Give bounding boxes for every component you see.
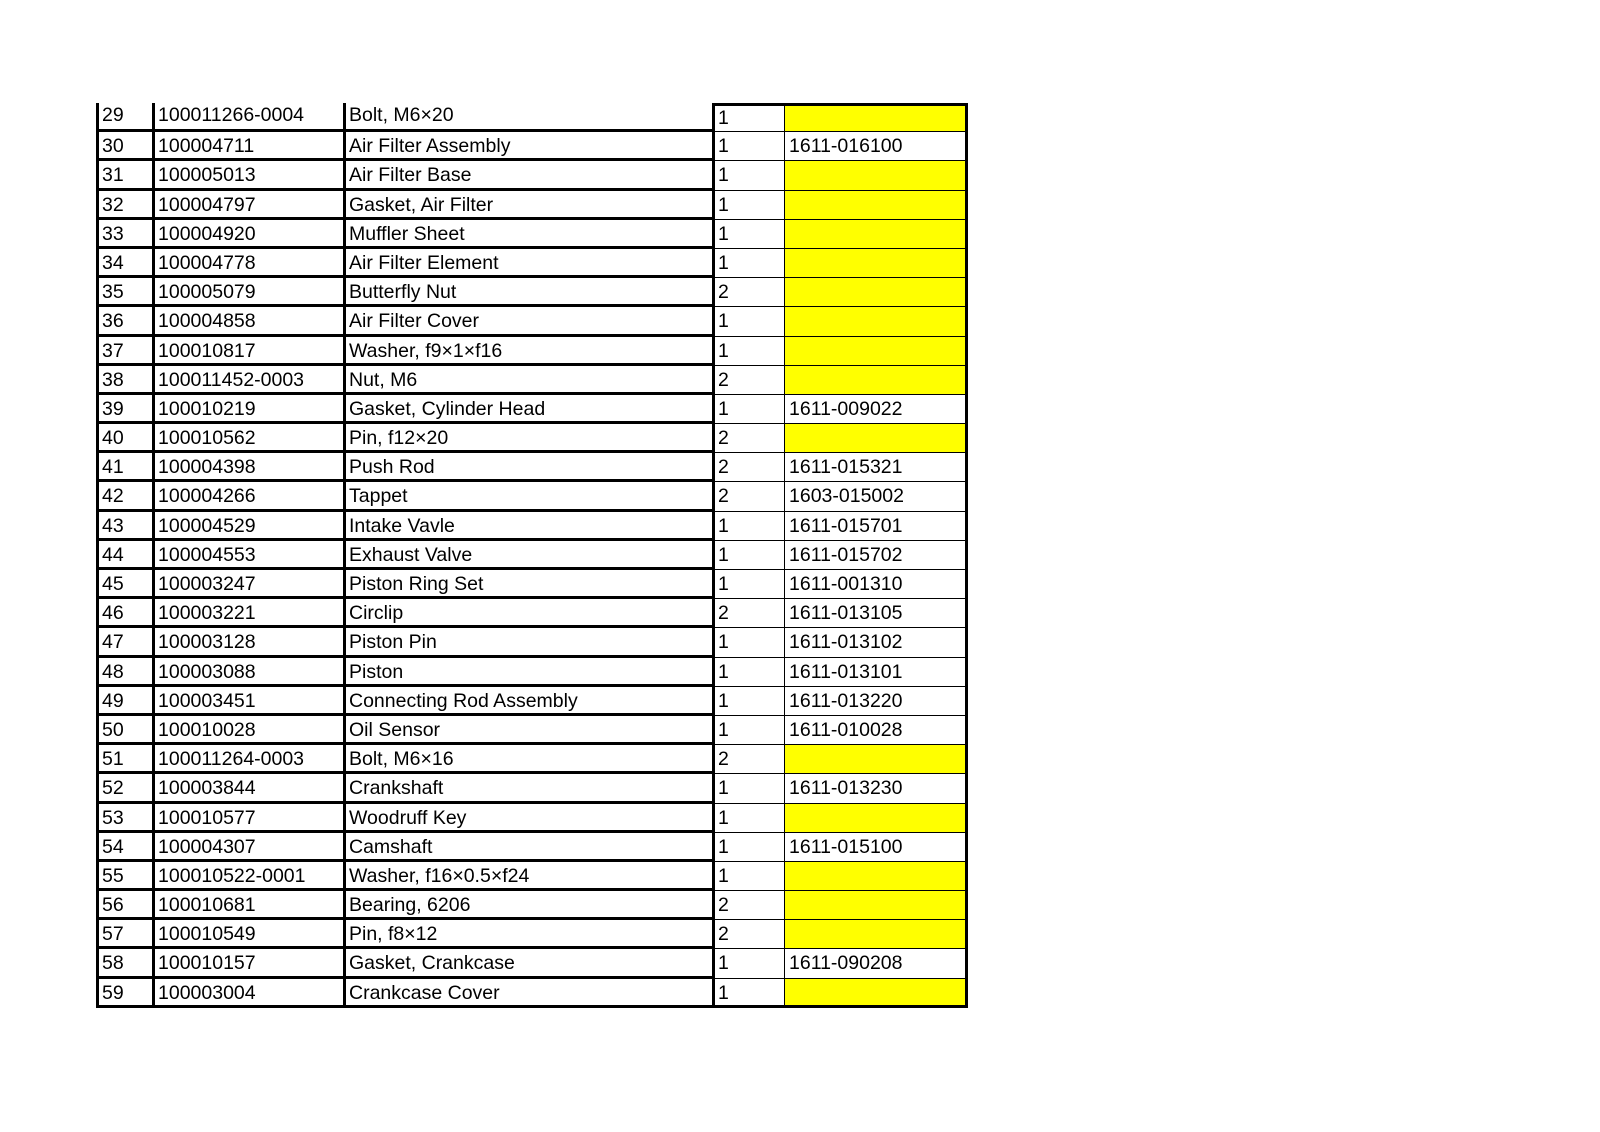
table-row	[96, 132, 968, 161]
part-number-cell: 100010157	[155, 949, 346, 978]
table-row	[96, 249, 968, 278]
alternate-part-cell	[785, 337, 968, 366]
description-cell: Tappet	[346, 482, 715, 511]
description-cell: Bearing, 6206	[346, 891, 715, 920]
table-row	[96, 891, 968, 920]
item-number-cell: 50	[96, 716, 155, 745]
item-number-cell: 55	[96, 862, 155, 891]
table-row	[96, 395, 968, 424]
part-number-cell: 100004920	[155, 220, 346, 249]
description-cell: Connecting Rod Assembly	[346, 687, 715, 716]
table-row	[96, 862, 968, 891]
table-row	[96, 453, 968, 482]
item-number-cell: 33	[96, 220, 155, 249]
quantity-cell: 1	[715, 161, 785, 190]
quantity-cell: 1	[715, 395, 785, 424]
description-cell: Muffler Sheet	[346, 220, 715, 249]
table-row	[96, 804, 968, 833]
quantity-cell: 2	[715, 891, 785, 920]
description-cell: Pin, f12×20	[346, 424, 715, 453]
alternate-part-cell	[785, 249, 968, 278]
quantity-cell: 2	[715, 920, 785, 949]
quantity-cell: 1	[715, 658, 785, 687]
description-cell: Washer, f16×0.5×f24	[346, 862, 715, 891]
item-number-cell: 29	[96, 103, 155, 132]
item-number-cell: 44	[96, 541, 155, 570]
quantity-cell: 1	[715, 628, 785, 657]
alternate-part-cell	[785, 979, 968, 1008]
description-cell: Camshaft	[346, 833, 715, 862]
item-number-cell: 45	[96, 570, 155, 599]
item-number-cell: 57	[96, 920, 155, 949]
table-row	[96, 482, 968, 511]
table-row	[96, 541, 968, 570]
alternate-part-cell: 1611-013220	[785, 687, 968, 716]
quantity-cell: 2	[715, 745, 785, 774]
alternate-part-cell: 1611-013101	[785, 658, 968, 687]
quantity-cell: 1	[715, 307, 785, 336]
table-row	[96, 512, 968, 541]
quantity-cell: 1	[715, 687, 785, 716]
table-row	[96, 220, 968, 249]
table-row	[96, 628, 968, 657]
part-number-cell: 100003844	[155, 774, 346, 803]
item-number-cell: 36	[96, 307, 155, 336]
item-number-cell: 49	[96, 687, 155, 716]
description-cell: Washer, f9×1×f16	[346, 337, 715, 366]
quantity-cell: 2	[715, 599, 785, 628]
alternate-part-cell	[785, 920, 968, 949]
description-cell: Air Filter Cover	[346, 307, 715, 336]
description-cell: Nut, M6	[346, 366, 715, 395]
alternate-part-cell: 1611-009022	[785, 395, 968, 424]
alternate-part-cell	[785, 804, 968, 833]
alternate-part-cell	[785, 862, 968, 891]
quantity-cell: 1	[715, 804, 785, 833]
part-number-cell: 100010549	[155, 920, 346, 949]
table-row	[96, 658, 968, 687]
item-number-cell: 38	[96, 366, 155, 395]
part-number-cell: 100003247	[155, 570, 346, 599]
part-number-cell: 100010577	[155, 804, 346, 833]
table-row	[96, 570, 968, 599]
item-number-cell: 51	[96, 745, 155, 774]
item-number-cell: 37	[96, 337, 155, 366]
part-number-cell: 100005079	[155, 278, 346, 307]
quantity-cell: 1	[715, 103, 785, 132]
table-row	[96, 949, 968, 978]
part-number-cell: 100004778	[155, 249, 346, 278]
alternate-part-cell: 1611-010028	[785, 716, 968, 745]
description-cell: Oil Sensor	[346, 716, 715, 745]
alternate-part-cell: 1611-001310	[785, 570, 968, 599]
description-cell: Bolt, M6×20	[346, 103, 715, 132]
alternate-part-cell: 1611-013102	[785, 628, 968, 657]
alternate-part-cell	[785, 424, 968, 453]
quantity-cell: 2	[715, 278, 785, 307]
description-cell: Push Rod	[346, 453, 715, 482]
part-number-cell: 100004307	[155, 833, 346, 862]
table-row	[96, 833, 968, 862]
description-cell: Gasket, Cylinder Head	[346, 395, 715, 424]
quantity-cell: 2	[715, 453, 785, 482]
alternate-part-cell	[785, 745, 968, 774]
description-cell: Piston	[346, 658, 715, 687]
table-row	[96, 191, 968, 220]
alternate-part-cell	[785, 220, 968, 249]
part-number-cell: 100004529	[155, 512, 346, 541]
part-number-cell: 100003451	[155, 687, 346, 716]
quantity-cell: 2	[715, 482, 785, 511]
table-row	[96, 278, 968, 307]
part-number-cell: 100003128	[155, 628, 346, 657]
description-cell: Air Filter Assembly	[346, 132, 715, 161]
alternate-part-cell	[785, 103, 968, 132]
part-number-cell: 100004858	[155, 307, 346, 336]
part-number-cell: 100003088	[155, 658, 346, 687]
table-row	[96, 103, 968, 132]
part-number-cell: 100010562	[155, 424, 346, 453]
alternate-part-cell	[785, 307, 968, 336]
quantity-cell: 1	[715, 541, 785, 570]
table-row	[96, 745, 968, 774]
quantity-cell: 1	[715, 979, 785, 1008]
quantity-cell: 1	[715, 132, 785, 161]
alternate-part-cell: 1603-015002	[785, 482, 968, 511]
part-number-cell: 100004797	[155, 191, 346, 220]
part-number-cell: 100010817	[155, 337, 346, 366]
alternate-part-cell	[785, 891, 968, 920]
quantity-cell: 1	[715, 774, 785, 803]
quantity-cell: 2	[715, 424, 785, 453]
table-row	[96, 774, 968, 803]
table-row	[96, 307, 968, 336]
item-number-cell: 43	[96, 512, 155, 541]
table-row	[96, 716, 968, 745]
item-number-cell: 52	[96, 774, 155, 803]
table-row	[96, 687, 968, 716]
quantity-cell: 1	[715, 570, 785, 599]
description-cell: Piston Ring Set	[346, 570, 715, 599]
part-number-cell: 100004266	[155, 482, 346, 511]
alternate-part-cell: 1611-013105	[785, 599, 968, 628]
item-number-cell: 48	[96, 658, 155, 687]
alternate-part-cell: 1611-015321	[785, 453, 968, 482]
parts-table	[96, 103, 968, 1008]
part-number-cell: 100004711	[155, 132, 346, 161]
quantity-cell: 2	[715, 366, 785, 395]
table-row	[96, 424, 968, 453]
quantity-cell: 1	[715, 949, 785, 978]
table-row	[96, 366, 968, 395]
quantity-cell: 1	[715, 833, 785, 862]
part-number-cell: 100004398	[155, 453, 346, 482]
description-cell: Gasket, Crankcase	[346, 949, 715, 978]
part-number-cell: 100011264-0003	[155, 745, 346, 774]
quantity-cell: 1	[715, 337, 785, 366]
table-row	[96, 920, 968, 949]
description-cell: Crankshaft	[346, 774, 715, 803]
part-number-cell: 100010028	[155, 716, 346, 745]
item-number-cell: 56	[96, 891, 155, 920]
item-number-cell: 59	[96, 979, 155, 1008]
description-cell: Bolt, M6×16	[346, 745, 715, 774]
quantity-cell: 1	[715, 220, 785, 249]
table-row	[96, 979, 968, 1008]
alternate-part-cell: 1611-016100	[785, 132, 968, 161]
item-number-cell: 30	[96, 132, 155, 161]
item-number-cell: 53	[96, 804, 155, 833]
part-number-cell: 100010219	[155, 395, 346, 424]
quantity-cell: 1	[715, 862, 785, 891]
table-row	[96, 161, 968, 190]
table-row	[96, 599, 968, 628]
item-number-cell: 47	[96, 628, 155, 657]
part-number-cell: 100003221	[155, 599, 346, 628]
description-cell: Gasket, Air Filter	[346, 191, 715, 220]
quantity-cell: 1	[715, 716, 785, 745]
alternate-part-cell	[785, 366, 968, 395]
table-row	[96, 337, 968, 366]
description-cell: Butterfly Nut	[346, 278, 715, 307]
description-cell: Piston Pin	[346, 628, 715, 657]
description-cell: Crankcase Cover	[346, 979, 715, 1008]
item-number-cell: 32	[96, 191, 155, 220]
alternate-part-cell	[785, 278, 968, 307]
description-cell: Air Filter Element	[346, 249, 715, 278]
quantity-cell: 1	[715, 512, 785, 541]
alternate-part-cell: 1611-015702	[785, 541, 968, 570]
part-number-cell: 100004553	[155, 541, 346, 570]
description-cell: Woodruff Key	[346, 804, 715, 833]
item-number-cell: 39	[96, 395, 155, 424]
alternate-part-cell: 1611-013230	[785, 774, 968, 803]
alternate-part-cell: 1611-015100	[785, 833, 968, 862]
part-number-cell: 100003004	[155, 979, 346, 1008]
item-number-cell: 46	[96, 599, 155, 628]
alternate-part-cell	[785, 191, 968, 220]
alternate-part-cell: 1611-090208	[785, 949, 968, 978]
alternate-part-cell	[785, 161, 968, 190]
item-number-cell: 40	[96, 424, 155, 453]
part-number-cell: 100010681	[155, 891, 346, 920]
alternate-part-cell: 1611-015701	[785, 512, 968, 541]
item-number-cell: 42	[96, 482, 155, 511]
item-number-cell: 31	[96, 161, 155, 190]
item-number-cell: 41	[96, 453, 155, 482]
part-number-cell: 100005013	[155, 161, 346, 190]
item-number-cell: 35	[96, 278, 155, 307]
part-number-cell: 100011452-0003	[155, 366, 346, 395]
quantity-cell: 1	[715, 249, 785, 278]
description-cell: Pin, f8×12	[346, 920, 715, 949]
description-cell: Exhaust Valve	[346, 541, 715, 570]
item-number-cell: 34	[96, 249, 155, 278]
part-number-cell: 100011266-0004	[155, 103, 346, 132]
item-number-cell: 54	[96, 833, 155, 862]
description-cell: Intake Vavle	[346, 512, 715, 541]
description-cell: Air Filter Base	[346, 161, 715, 190]
quantity-cell: 1	[715, 191, 785, 220]
item-number-cell: 58	[96, 949, 155, 978]
part-number-cell: 100010522-0001	[155, 862, 346, 891]
description-cell: Circlip	[346, 599, 715, 628]
